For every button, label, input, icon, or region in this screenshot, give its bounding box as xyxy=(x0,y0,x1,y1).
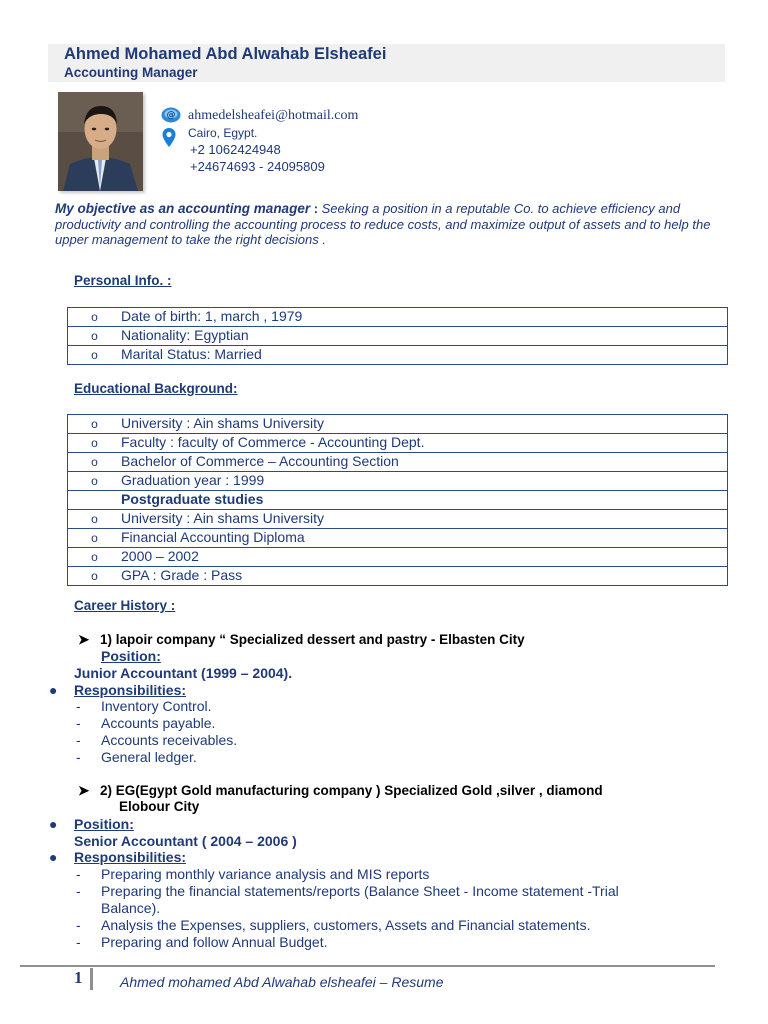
postgrad-item: University : Ain shams University xyxy=(121,509,325,526)
job1-responsibilities-list xyxy=(76,698,237,766)
bullet-marker: o xyxy=(91,530,98,545)
footer-separator xyxy=(90,968,93,990)
arrow-bullet-icon: ➤ xyxy=(78,632,90,647)
arrow-bullet-icon: ➤ xyxy=(78,783,90,798)
page-number: 1 xyxy=(74,968,83,987)
phone-landline: +24674693 - 24095809 xyxy=(190,159,325,174)
job2-position: Senior Accountant ( 2004 – 2006 ) xyxy=(74,833,297,849)
table-row xyxy=(68,472,728,491)
job2-responsibilities-list xyxy=(76,866,619,951)
education-item: University : Ain shams University xyxy=(121,415,325,431)
education-item: Graduation year : 1999 xyxy=(121,472,265,488)
location-text: Cairo, Egypt. xyxy=(188,126,258,140)
table-row xyxy=(68,327,728,346)
job1-company-text: 1) lapoir company “ Specialized dessert and pastry - Elbasten City xyxy=(100,632,525,647)
table-row xyxy=(68,509,728,528)
responsibility-text: Preparing monthly variance analysis and MIS reports xyxy=(101,866,430,882)
responsibility-text: Analysis the Expenses, suppliers, customers, Assets and Financial statements. xyxy=(101,917,591,933)
postgraduate-heading: Postgraduate studies xyxy=(68,491,728,510)
list-item: - Inventory Control. xyxy=(76,698,212,714)
job2-company xyxy=(78,783,603,799)
list-item: - Preparing and follow Annual Budget. xyxy=(76,934,328,950)
responsibility-text: Inventory Control. xyxy=(101,698,212,714)
candidate-name: Ahmed Mohamed Abd Alwahab Elsheafei xyxy=(64,45,387,63)
list-item xyxy=(76,900,619,917)
list-item: - General ledger. xyxy=(76,749,197,765)
footer-text: Ahmed mohamed Abd Alwahab elsheafei – Resume xyxy=(120,974,444,990)
job1-position-label: Position: xyxy=(101,648,161,664)
responsibility-text: Accounts receivables. xyxy=(101,732,238,748)
education-heading: Educational Background: xyxy=(74,381,238,396)
bullet-marker: o xyxy=(91,310,98,324)
email-icon xyxy=(161,107,181,123)
job2-position-label: Position: xyxy=(74,816,134,832)
bullet-marker: o xyxy=(91,348,98,362)
postgrad-item: Financial Accounting Diploma xyxy=(121,528,305,545)
table-row xyxy=(68,453,728,472)
bullet-dot-icon: ● xyxy=(49,849,58,865)
table-row xyxy=(68,346,728,365)
education-item: Faculty : faculty of Commerce - Accounting Dept. xyxy=(121,434,425,450)
job1-position: Junior Accountant (1999 – 2004). xyxy=(74,665,293,681)
job2-company-text: 2) EG(Egypt Gold manufacturing company ) Specialized Gold ,silver , diamond xyxy=(100,783,603,798)
postgrad-item: GPA : Grade : Pass xyxy=(121,566,243,583)
responsibility-text: Balance). xyxy=(101,900,161,916)
objective-lead: My objective as an accounting manager xyxy=(55,201,311,216)
table-row xyxy=(68,415,728,434)
bullet-marker: o xyxy=(91,417,98,431)
personal-info-table xyxy=(67,307,728,365)
email-address[interactable]: ahmedelsheafei@hotmail.com xyxy=(188,108,359,123)
responsibility-text: Accounts payable. xyxy=(101,715,216,731)
personal-info-heading: Personal Info. : xyxy=(74,273,172,288)
table-row xyxy=(68,547,728,566)
date-of-birth: Date of birth: 1, march , 1979 xyxy=(121,308,303,324)
list-item: - Accounts payable. xyxy=(76,715,216,731)
bullet-dot-icon: ● xyxy=(49,682,58,698)
bullet-dot-icon: ● xyxy=(49,816,58,832)
postgrad-item: 2000 – 2002 xyxy=(121,547,199,564)
bullet-marker: o xyxy=(91,511,98,526)
education-table xyxy=(67,414,728,586)
svg-text:@: @ xyxy=(166,110,176,121)
profile-photo xyxy=(58,92,143,191)
objective-colon: : xyxy=(310,201,322,216)
education-item: Bachelor of Commerce – Accounting Section xyxy=(121,453,399,469)
bullet-marker: o xyxy=(91,329,98,343)
list-item: - Preparing the financial statements/reports (Balance Sheet - Income statement -Trial xyxy=(76,883,619,899)
bullet-marker: o xyxy=(91,549,98,564)
objective-text: Seeking a position in a reputable Co. to achieve efficiency and productivity and controlling the accounting process to reduce costs, and maximize output of assets and to help the upper management to take the right decisions . xyxy=(55,201,711,247)
job2-company-city: Elobour City xyxy=(119,799,200,814)
job1-responsibilities-label: Responsibilities: xyxy=(74,682,187,698)
list-item: - Accounts receivables. xyxy=(76,732,238,748)
career-history-heading: Career History : xyxy=(74,598,176,613)
table-row xyxy=(68,528,728,547)
table-row xyxy=(68,491,728,510)
marital-status: Marital Status: Married xyxy=(121,346,262,362)
objective-paragraph xyxy=(55,201,715,248)
list-item: - Preparing monthly variance analysis and MIS reports xyxy=(76,866,430,882)
table-row xyxy=(68,566,728,585)
phone-mobile: +2 1062424948 xyxy=(190,142,281,157)
bullet-marker: o xyxy=(91,436,98,450)
responsibility-text: Preparing and follow Annual Budget. xyxy=(101,934,328,950)
list-item: - Analysis the Expenses, suppliers, customers, Assets and Financial statements. xyxy=(76,917,591,933)
bullet-marker: o xyxy=(91,455,98,469)
bullet-marker: o xyxy=(91,474,98,488)
responsibility-text: Preparing the financial statements/reports (Balance Sheet - Income statement -Trial xyxy=(101,883,619,899)
job2-responsibilities-label: Responsibilities: xyxy=(74,849,187,865)
responsibility-text: General ledger. xyxy=(101,749,197,765)
table-row xyxy=(68,434,728,453)
table-row xyxy=(68,308,728,327)
job1-company xyxy=(78,632,525,648)
job-title: Accounting Manager xyxy=(64,65,198,80)
footer-divider xyxy=(20,965,715,967)
nationality: Nationality: Egyptian xyxy=(121,327,249,343)
location-pin-icon xyxy=(162,128,176,148)
bullet-marker: o xyxy=(91,568,98,583)
